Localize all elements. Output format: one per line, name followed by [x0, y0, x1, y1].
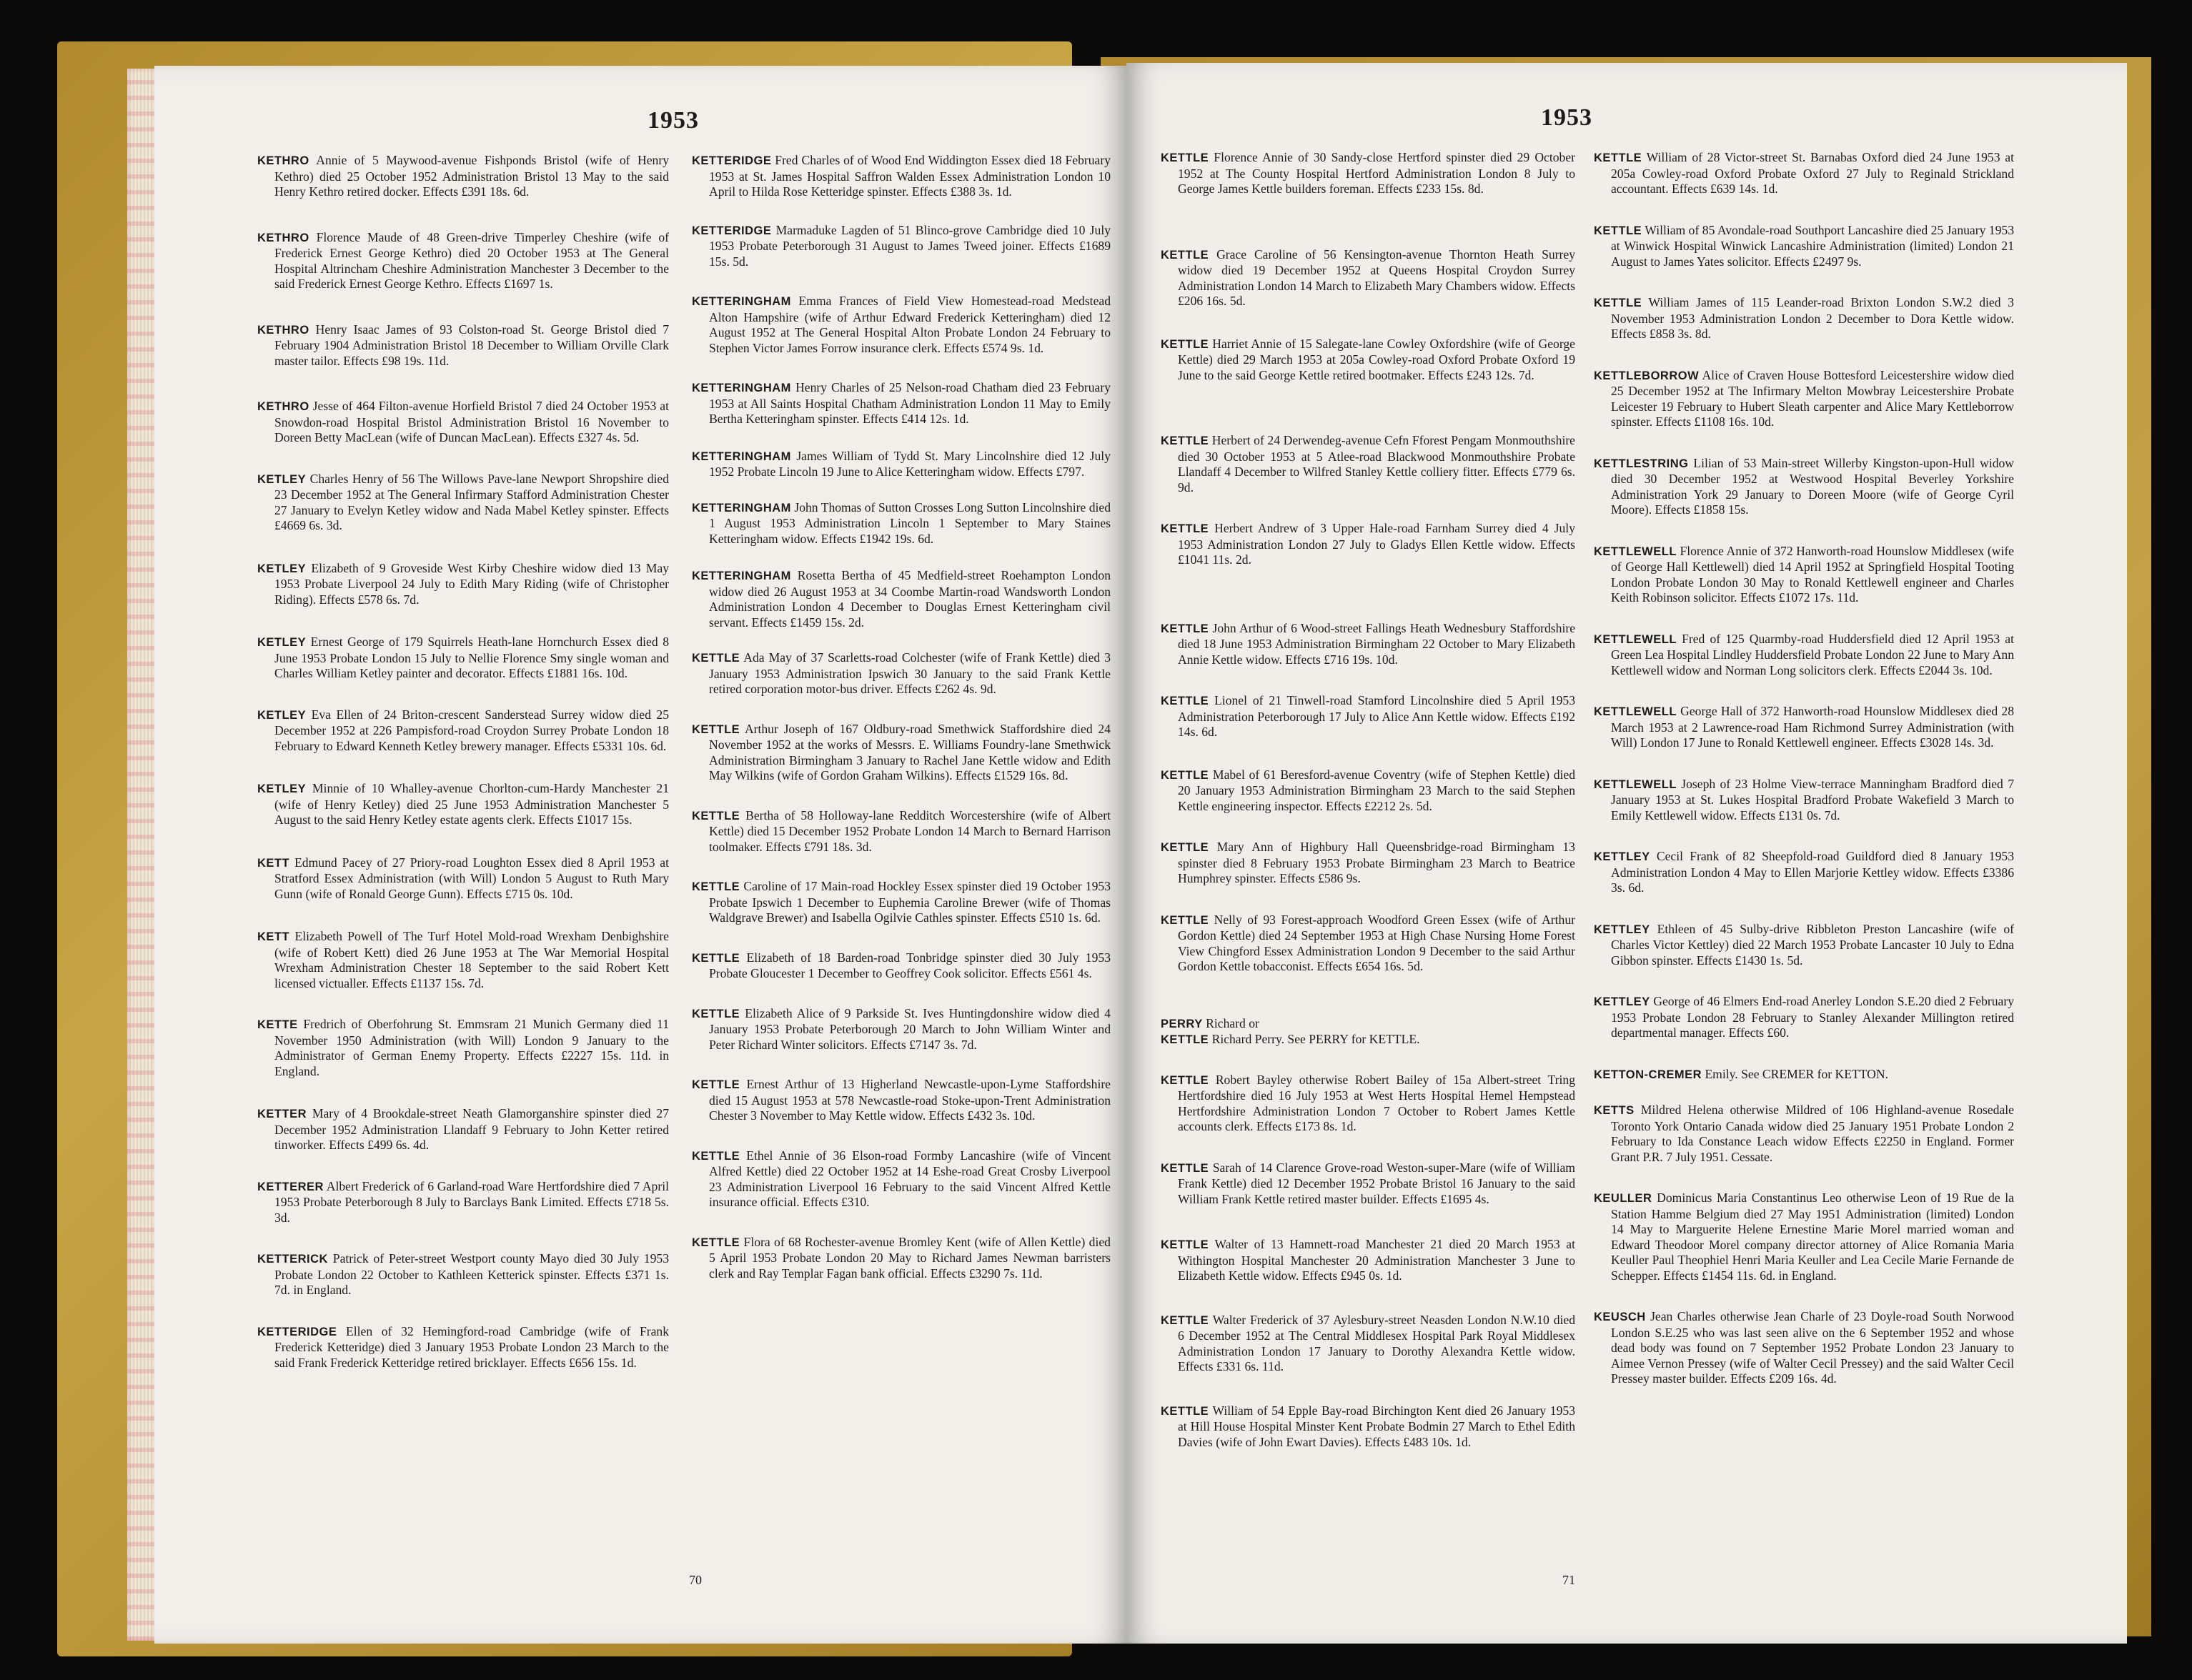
- entry-text: Harriet Annie of 15 Salegate-lane Cowley Oxfordshire (wife of George Kettle) died 29 March 1953 at 205a Cowley-road Oxford Probate Oxford 19 June to the said George Kettle retired bootmaker. Effects £243 12s. 7d.: [1178, 336, 1575, 382]
- index-entry: [257, 322, 669, 369]
- entry-text: Herbert of 24 Derwendeg-avenue Cefn Fforest Pengam Monmouthshire died 30 October 1953 at 5 Atlee-road Blackwood Monmouthshire Probate Llandaff 4 December to Wilfred Stanley Kettle colliery fitter. Effects £779 6s. 9d.: [1178, 433, 1575, 494]
- entry-text: Charles Henry of 56 The Willows Pave-lane Newport Shropshire died 23 December 1952 at The General Infirmary Stafford Administration Chester 27 January to Evelyn Ketley widow and Nada Mabel Ketley spinster. Effects £4669 6s. 3d.: [274, 471, 670, 532]
- entry-text: George Hall of 372 Hanworth-road Hounslow Middlesex died 28 March 1953 at 2 Lawrence-road Ham Richmond Surrey Administration (with Will) London 17 June to Ronald Kettlewell engineer. Effects £3028 14s. 3d.: [1611, 704, 2014, 750]
- entry-surname: KETHRO: [257, 400, 309, 413]
- entry-surname: KETTLE: [692, 809, 740, 822]
- entry-surname: KETLEY: [257, 636, 307, 649]
- index-entry: [692, 500, 1111, 547]
- entry-surname: KETTLE: [1161, 841, 1209, 854]
- entry-surname: KETTLE: [692, 1007, 740, 1020]
- index-entry: [692, 1148, 1111, 1211]
- entry-text: Herbert Andrew of 3 Upper Hale-road Farnham Surrey died 4 July 1953 Administration London 27 July to Gladys Ellen Kettle widow. Effects £1041 11s. 2d.: [1178, 521, 1575, 567]
- entry-text: John Arthur of 6 Wood-street Fallings Heath Wednesbury Staffordshire died 18 June 1953 Administration Birmingham 22 October to Mary Elizabeth Annie Kettle widow. Effects £716 19s. 10d.: [1178, 620, 1576, 667]
- entry-surname: KETTLE: [1161, 1033, 1209, 1046]
- entry-text: Fred of 125 Quarmby-road Huddersfield died 12 April 1953 at Green Lea Hospital Lindley Huddersfield Probate London 22 June to Mary Ann Kettlewell widow and Norman Long solicitors clerk. Effects £2044 3s. 10d.: [1611, 631, 2014, 677]
- entry-surname: PERRY: [1161, 1017, 1203, 1030]
- entry-surname: KETTLE: [1161, 695, 1209, 707]
- page-year: 1953: [648, 107, 699, 134]
- entry-surname: KETTLE: [692, 1149, 740, 1163]
- index-entry: [1161, 1237, 1575, 1284]
- entry-surname: KETTLE: [1594, 151, 1642, 164]
- entry-surname: KEULLER: [1594, 1192, 1652, 1205]
- entry-text: Emma Frances of Field View Homestead-road Medstead Alton Hampshire (wife of Arthur Edward Frederick Ketteringham) died 12 August 1952 at The General Hospital Alton Probate London 24 February to Stephen Victor James Forrow insurance clerk. Effects £574 9s. 1d.: [709, 294, 1111, 355]
- entry-surname: KEUSCH: [1594, 1311, 1646, 1323]
- right-column-1: [1161, 150, 1575, 1450]
- index-entry: [692, 808, 1111, 855]
- index-entry: [257, 855, 669, 903]
- entry-text: Mary Ann of Highbury Hall Queensbridge-road Birmingham 13 spinster died 8 February 1953 Probate Birmingham 23 March to Beatrice Humphrey spinster. Effects £586 9s.: [1178, 840, 1575, 885]
- index-entry: [257, 472, 669, 534]
- index-entry: [692, 950, 1111, 982]
- left-column-2: [692, 153, 1111, 1281]
- entry-surname: KETTLE: [1161, 1161, 1209, 1175]
- entry-text: Mary of 4 Brookdale-street Neath Glamorganshire spinster died 27 December 1952 Administration Llandaff 9 February to John Ketter retired tinworker. Effects £499 6s. 4d.: [274, 1106, 669, 1152]
- index-entry: [1594, 295, 2014, 342]
- entry-text: Bertha of 58 Holloway-lane Redditch Worcestershire (wife of Albert Kettle) died 15 December 1952 Probate London 14 March to Bernard Harrison toolmaker. Effects £791 18s. 3d.: [709, 807, 1111, 854]
- entry-text: Albert Frederick of 6 Garland-road Ware Hertfordshire died 7 April 1953 Probate Peterborough 8 July to Barclays Bank Limited. Effects £718 5s. 3d.: [274, 1178, 669, 1225]
- entry-text: Ada May of 37 Scarletts-road Colchester (wife of Frank Kettle) died 3 January 1953 Administration Ipswich 30 January to the said Frank Kettle retired corporation motor-bus driver. Effects £262 4s. 9d.: [709, 650, 1111, 696]
- entry-text: Ethleen of 45 Sulby-drive Ribbleton Preston Lancashire (wife of Charles Victor Kettley) died 22 March 1953 Probate Lancaster 10 July to Edna Gibbon spinster. Effects £1430 1s. 5d.: [1611, 921, 2014, 968]
- entry-surname: KETTLEY: [1594, 850, 1650, 863]
- index-entry: [692, 1077, 1111, 1124]
- entry-surname: KETTLE: [692, 951, 740, 965]
- entry-text: Marmaduke Lagden of 51 Blinco-grove Cambridge died 10 July 1953 Probate Peterborough 31 August to James Tweed joiner. Effects £1689 15s. 5d.: [709, 222, 1111, 269]
- entry-surname: KETTER: [257, 1108, 307, 1120]
- entry-surname: KETTLE: [1161, 622, 1209, 635]
- entry-text: Richard or: [1206, 1015, 1259, 1030]
- entry-text: Mabel of 61 Beresford-avenue Coventry (wife of Stephen Kettle) died 20 January 1953 Administration Birmingham 23 March to the said Stephen Kettle engineering inspector. Effects £2212 2s. 5d.: [1178, 767, 1575, 813]
- entry-surname: KETTS: [1594, 1104, 1635, 1117]
- entry-surname: KETTLE: [1161, 434, 1209, 447]
- index-entry: [257, 1017, 669, 1079]
- entry-surname: KETTLE: [1161, 913, 1209, 927]
- entry-text: Rosetta Bertha of 45 Medfield-street Roehampton London widow died 26 August 1953 at 34 Coombe Martin-road Wandsworth London Administration London 4 December to Douglas Ernest Ketteringham civil servant. Effects £1459 15s. 2d.: [709, 568, 1111, 630]
- entry-text: Edmund Pacey of 27 Priory-road Loughton Essex died 8 April 1953 at Stratford Essex Administration (with Will) London 5 August to Ruth Mary Gunn (wife of Ronald George Gunn). Effects £715 0s. 10d.: [274, 855, 670, 901]
- index-entry: [1594, 456, 2014, 518]
- index-entry: [257, 781, 669, 828]
- entry-surname: KETTERINGHAM: [692, 570, 791, 582]
- entry-surname: KETLEY: [257, 472, 307, 486]
- page-number: 70: [689, 1573, 702, 1587]
- entry-text: Sarah of 14 Clarence Grove-road Weston-super-Mare (wife of William Frank Kettle) died 12 December 1952 Probate Bristol 16 January to the said William Frank Kettle retired master builder. Effects £1695 4s.: [1178, 1160, 1575, 1206]
- index-entry: [1161, 247, 1575, 309]
- entry-text: Henry Charles of 25 Nelson-road Chatham died 23 February 1953 at All Saints Hospital Chatham Administration London 11 May to Emily Bertha Ketteringham spinster. Effects £414 12s. 1d.: [709, 380, 1111, 426]
- entry-surname: KETTLEWELL: [1594, 632, 1677, 646]
- entry-text: Fred Charles of of Wood End Widdington Essex died 18 February 1953 at St. James Hospital Saffron Walden Essex Administration London 10 April to Hilda Rose Ketteridge spinster. Effects £388 3s. 1d.: [709, 153, 1111, 199]
- entry-text: Fredrich of Oberfohrung St. Emmsram 21 Munich Germany died 11 November 1950 Administration (with Will) London 9 January to the Administrator of German Enemy Property. Effects £2227 15s. 11d. in England.: [274, 1017, 669, 1078]
- entry-text: William James of 115 Leander-road Brixton London S.W.2 died 3 November 1953 Administration London 2 December to Dora Kettle widow. Effects £858 3s. 8d.: [1611, 295, 2014, 341]
- index-entry: [1161, 337, 1575, 384]
- entry-surname: KETTLEWELL: [1594, 705, 1677, 718]
- entry-text: Arthur Joseph of 167 Oldbury-road Smethwick Staffordshire died 24 November 1952 at the works of Messrs. E. Williams Foundry-lane Smethwick Administration Birmingham 3 January to Rachel Jane Kettle widow and Edith May Wilkins (wife of Gordon Graham Wilkins). Effects £1529 16s. 8d.: [709, 721, 1111, 782]
- entry-text: Dominicus Maria Constantinus Leo otherwise Leon of 19 Rue de la Station Hamme Belgium died 27 May 1951 Administration (limited) London 14 May to Marguerite Helene Ernestine Marie Morel married woman and Edward Theodoor Morel company director attorney of Alice Romania Maria Keuller Paul Theophiel Henri Maria Keuller and Lea Cecile Marie Fernande de Schepper. Effects £1454 11s. 6d. in England.: [1611, 1191, 2014, 1283]
- entry-surname: KETTLE: [1161, 337, 1209, 351]
- entry-text: Annie of 5 Maywood-avenue Fishponds Bristol (wife of Henry Kethro) died 25 October 1952 Administration Bristol 13 May to the said Henry Kethro retired docker. Effects £391 18s. 6d.: [274, 153, 670, 199]
- entry-surname: KETTLEY: [1594, 995, 1650, 1008]
- page-number: 71: [1562, 1573, 1575, 1587]
- entry-surname: KETTLE: [1161, 1238, 1209, 1251]
- entry-surname: KETTON-CREMER: [1594, 1068, 1702, 1081]
- entry-text: Jean Charles otherwise Jean Charle of 23 Doyle-road South Norwood London S.E.25 who was last seen alive on the 6 September 1952 and whose dead body was found on 7 September 1952 Probate London 23 January to Aimee Vernon Pressey (wife of Walter Cecil Pressey) and the said Walter Cecil Pressey master builder. Effects £209 16s. 4d.: [1611, 1309, 2014, 1386]
- entry-surname: KETTERINGHAM: [692, 501, 791, 515]
- index-entry: [257, 561, 669, 608]
- entry-surname: KETHRO: [257, 154, 309, 167]
- entry-text: Lionel of 21 Tinwell-road Stamford Lincolnshire died 5 April 1953 Administration Peterborough 17 July to Alice Ann Kettle widow. Effects £192 14s. 6d.: [1178, 693, 1575, 739]
- entry-text: Henry Isaac James of 93 Colston-road St. George Bristol died 7 February 1904 Administration Bristol 18 December to William Orville Clark master tailor. Effects £98 19s. 11d.: [274, 322, 669, 368]
- entry-text: Grace Caroline of 56 Kensington-avenue Thornton Heath Surrey widow died 19 December 1952 at Queens Hospital Croydon Surrey Administration London 14 March to Elizabeth Mary Chambers widow. Effects £206 16s. 5d.: [1178, 247, 1575, 308]
- entry-surname: KETTLEY: [1594, 923, 1650, 936]
- entry-text: George of 46 Elmers End-road Anerley London S.E.20 died 2 February 1953 Probate London 28 February to Stanley Alexander Millington retired departmental manager. Effects £60.: [1611, 994, 2015, 1040]
- index-entry: [257, 1179, 669, 1226]
- index-entry: [257, 929, 669, 991]
- entry-text: Walter of 13 Hamnett-road Manchester 21 died 20 March 1953 at Withington Hospital Manchester 20 Administration Manchester 3 June to Elizabeth Kettle widow. Effects £945 0s. 1d.: [1178, 1237, 1575, 1283]
- entry-text: Elizabeth Alice of 9 Parkside St. Ives Huntingdonshire widow died 4 January 1953 Probate Peterborough 20 March to John William Winter and Peter Richard Winter solicitors. Effects £7147 3s. 7d.: [709, 1005, 1111, 1052]
- entry-surname: KETTLE: [1161, 1073, 1209, 1087]
- entry-surname: KETLEY: [257, 708, 307, 722]
- index-entry: [257, 1251, 669, 1298]
- index-entry: [1594, 223, 2014, 270]
- entry-surname: KETTLEBORROW: [1594, 369, 1700, 382]
- entry-text: Ethel Annie of 36 Elson-road Formby Lancashire (wife of Vincent Alfred Kettle) died 22 October 1952 at 14 Eshe-road Great Crosby Liverpool 23 Administration Liverpool 16 February to the said Vincent Alfred Kettle insurance official. Effects £310.: [709, 1148, 1111, 1209]
- index-entry: [1161, 693, 1575, 740]
- page-edges: [127, 69, 156, 1641]
- index-entry: [1161, 1032, 1575, 1048]
- entry-text: Ellen of 32 Hemingford-road Cambridge (wife of Frank Frederick Ketteridge) died 3 January 1953 Probate London 23 March to the said Frank Frederick Ketteridge retired bricklayer. Effects £656 15s. 1d.: [274, 1323, 670, 1370]
- entry-surname: KETTLE: [692, 652, 740, 665]
- page-year: 1953: [1541, 104, 1592, 131]
- index-entry: [692, 223, 1111, 270]
- entry-text: Joseph of 23 Holme View-terrace Manningham Bradford died 7 January 1953 at St. Lukes Hospital Bradford Probate Wakefield 3 March to Emily Kettlewell widow. Effects £131 0s. 7d.: [1611, 776, 2014, 822]
- entry-surname: KETTLE: [1161, 522, 1209, 535]
- entry-surname: KETTLE: [1161, 1404, 1209, 1418]
- index-entry: [257, 153, 669, 200]
- index-entry: [1594, 849, 2014, 896]
- entry-text: Walter Frederick of 37 Aylesbury-street Neasden London N.W.10 died 6 December 1952 at The Central Middlesex Hospital Park Royal Middlesex Administration London 17 January to Dorothy Alexandra Kettle widow. Effects £331 6s. 11d.: [1178, 1312, 1575, 1373]
- index-entry: [1161, 1403, 1575, 1451]
- index-entry: [692, 153, 1111, 200]
- entry-surname: KETTERIDGE: [692, 154, 772, 167]
- index-entry: [1161, 1016, 1575, 1033]
- entry-surname: KETTLE: [1161, 151, 1209, 164]
- entry-text: Elizabeth of 9 Groveside West Kirby Cheshire widow died 13 May 1953 Probate Liverpool 24 July to Edith Mary Riding (wife of Christopher Riding). Effects £578 6s. 7d.: [274, 560, 669, 607]
- entry-text: Eva Ellen of 24 Briton-crescent Sanderstead Surrey widow died 25 December 1952 at 226 Pampisford-road Croydon Surrey Probate London 18 February to Edward Kenneth Ketley brewery manager. Effects £5331 10s. 6d.: [274, 707, 669, 753]
- entry-text: Elizabeth of 18 Barden-road Tonbridge spinster died 30 July 1953 Probate Gloucester 1 December to Geoffrey Cook solicitor. Effects £561 4s.: [709, 950, 1111, 980]
- entry-surname: KETTERINGHAM: [692, 382, 791, 394]
- entry-surname: KETTERINGHAM: [692, 449, 791, 463]
- index-entry: [1161, 1160, 1575, 1208]
- entry-text: Jesse of 464 Filton-avenue Horfield Bristol 7 died 24 October 1953 at Snowdon-road Hospital Bristol Administration Bristol 16 November to Doreen Betty MacLean (wife of Duncan MacLean). Effects £327 4s. 5d.: [274, 399, 669, 444]
- index-entry: [692, 650, 1111, 697]
- index-entry: [1161, 913, 1575, 975]
- entry-surname: KETTLE: [692, 880, 740, 893]
- entry-text: Minnie of 10 Whalley-avenue Chorlton-cum-Hardy Manchester 21 (wife of Henry Ketley) died 25 June 1953 Administration Manchester 5 August to the said Henry Ketley estate agents clerk. Effects £1017 15s.: [274, 781, 669, 827]
- index-entry: [692, 1235, 1111, 1282]
- index-entry: [257, 635, 669, 682]
- index-entry: [1161, 150, 1575, 197]
- index-entry: [1161, 433, 1575, 495]
- index-entry: [1594, 544, 2014, 606]
- index-entry: [1161, 1313, 1575, 1375]
- entry-surname: KETTLE: [1161, 1313, 1209, 1327]
- index-entry: [692, 879, 1111, 926]
- entry-text: Florence Maude of 48 Green-drive Timperley Cheshire (wife of Frederick Ernest George Kethro) died 20 October 1953 at The General Hospital Altrincham Cheshire Administration Manchester 3 December to the said Frederick Ernest George Kethro. Effects £1697 1s.: [274, 229, 669, 291]
- index-entry: [257, 1106, 669, 1153]
- index-entry: [1594, 704, 2014, 751]
- entry-surname: KETLEY: [257, 562, 307, 575]
- entry-text: Ernest George of 179 Squirrels Heath-lane Hornchurch Essex died 8 June 1953 Probate London 15 July to Nellie Florence Smy single woman and Charles William Ketley painter and decorator. Effects £1881 16s. 10d.: [274, 635, 669, 680]
- entry-surname: KETTERINGHAM: [692, 295, 791, 308]
- entry-text: William of 85 Avondale-road Southport Lancashire died 25 January 1953 at Winwick Hospital Winwick Lancashire Administration (limited) London 21 August to James Yates solicitor. Effects £2497 9s.: [1611, 222, 2014, 269]
- index-entry: [1594, 1103, 2014, 1165]
- left-page: [154, 66, 1126, 1644]
- index-entry: [1594, 632, 2014, 679]
- entry-surname: KETTLE: [692, 1078, 740, 1091]
- entry-surname: KETHRO: [257, 231, 309, 244]
- entry-surname: KETTLE: [1161, 248, 1209, 262]
- entry-text: Lilian of 53 Main-street Willerby Kingston-upon-Hull widow died 30 December 1952 at Westwood Hospital Beverley Yorkshire Administration York 29 January to Doreen Moore (wife of George Cyril Moore). Effects £1858 15s.: [1611, 455, 2015, 517]
- index-entry: [257, 230, 669, 292]
- index-entry: [692, 722, 1111, 784]
- entry-surname: KETTLE: [1161, 768, 1209, 782]
- index-entry: [1594, 994, 2014, 1041]
- entry-text: Nelly of 93 Forest-approach Woodford Green Essex (wife of Arthur Gordon Kettle) died 24 September 1953 at High Chase Nursing Home Forest View Chingford Essex Administration London 9 December to the said Arthur Gordon Kettle tobacconist. Effects £654 16s. 5d.: [1178, 912, 1575, 973]
- index-entry: [1594, 922, 2014, 969]
- index-entry: [1161, 521, 1575, 568]
- index-entry: [692, 294, 1111, 356]
- index-entry: [1594, 1067, 2014, 1083]
- entry-surname: KETTLEWELL: [1594, 545, 1677, 558]
- index-entry: [257, 707, 669, 755]
- right-page: [1126, 63, 2127, 1644]
- entry-surname: KETTERIDGE: [692, 224, 772, 237]
- index-entry: [1161, 840, 1575, 887]
- entry-surname: KETTLEWELL: [1594, 777, 1677, 791]
- index-entry: [1594, 1309, 2014, 1387]
- index-entry: [692, 568, 1111, 630]
- entry-surname: KETTLE: [1594, 297, 1642, 309]
- entry-text: Patrick of Peter-street Westport county Mayo died 30 July 1953 Probate London 22 October to Kathleen Ketterick spinster. Effects £371 1s. 7d. in England.: [274, 1251, 669, 1297]
- index-entry: [1161, 1073, 1575, 1135]
- entry-surname: KETTERIDGE: [257, 1325, 337, 1338]
- entry-text: Mildred Helena otherwise Mildred of 106 Highland-avenue Rosedale Toronto York Ontario Canada widow died 25 January 1951 Probate London 2 February to Ida Constance Leach widow Effects £2250 in England. Former Grant P.R. 7 July 1951. Cessate.: [1611, 1103, 2014, 1164]
- entry-surname: KETHRO: [257, 323, 309, 337]
- entry-text: Emily. See CREMER for KETTON.: [1705, 1066, 1888, 1081]
- index-entry: [257, 399, 669, 446]
- entry-surname: KETTLE: [1594, 224, 1642, 237]
- index-entry: [1161, 621, 1575, 668]
- index-entry: [692, 380, 1111, 427]
- left-column-1: [257, 153, 669, 1371]
- index-entry: [1594, 150, 2014, 197]
- entry-surname: KETT: [257, 930, 290, 943]
- index-entry: [692, 1006, 1111, 1053]
- index-entry: [692, 449, 1111, 480]
- entry-text: Florence Annie of 30 Sandy-close Hertford spinster died 29 October 1952 at The County Hospital Hertford Administration London 8 July to George James Kettle builders foreman. Effects £233 15s. 8d.: [1178, 150, 1575, 196]
- entry-text: William of 28 Victor-street St. Barnabas Oxford died 24 June 1953 at 205a Cowley-road Oxford Probate Oxford 27 July to Reginald Strickland accountant. Effects £639 14s. 1d.: [1611, 150, 2014, 196]
- entry-text: Ernest Arthur of 13 Higherland Newcastle-upon-Lyme Staffordshire died 15 August 1953 at 578 Newcastle-road Stoke-upon-Trent Administration Chester 3 November to May Kettle widow. Effects £432 3s. 10d.: [709, 1077, 1111, 1123]
- entry-surname: KETT: [257, 856, 290, 870]
- entry-surname: KETTLE: [692, 722, 740, 736]
- right-column-2: [1594, 150, 2014, 1387]
- entry-text: Alice of Craven House Bottesford Leicestershire widow died 25 December 1952 at The Infirmary Melton Mowbray Leicestershire Probate Leicester 19 February to Hubert Sleath carpenter and Alice Mary Kettleborrow spinster. Effects £1108 16s. 10d.: [1611, 367, 2014, 429]
- index-entry: [1594, 368, 2014, 430]
- index-entry: [1594, 1191, 2014, 1283]
- entry-text: Caroline of 17 Main-road Hockley Essex spinster died 19 October 1953 Probate Ipswich 1 December to Euphemia Caroline Brewer (wife of Thomas Waldgrave Brewer) and Isabella Ogilvie Cathles spinster. Effects £510 1s. 6d.: [709, 879, 1111, 925]
- entry-surname: KETTERICK: [257, 1253, 328, 1266]
- entry-text: Elizabeth Powell of The Turf Hotel Mold-road Wrexham Denbighshire (wife of Robert Kett) died 26 June 1953 at The War Memorial Hospital Wrexham Administration Chester 18 September to the said Robert Kett licensed victualler. Effects £1137 15s. 7d.: [274, 929, 669, 990]
- entry-surname: KETTLESTRING: [1594, 457, 1689, 470]
- entry-text: Flora of 68 Rochester-avenue Bromley Kent (wife of Allen Kettle) died 5 April 1953 Probate London 20 May to Richard James Newman barristers clerk and Ray Templar Fagan bank official. Effects £3290 7s. 11d.: [709, 1234, 1111, 1281]
- entry-text: Cecil Frank of 82 Sheepfold-road Guildford died 8 January 1953 Administration London 4 May to Ellen Marjorie Kettley widow. Effects £3386 3s. 6d.: [1611, 849, 2014, 895]
- entry-text: Richard Perry. See PERRY for KETTLE.: [1211, 1032, 1420, 1046]
- index-entry: [1594, 777, 2014, 824]
- entry-surname: KETTERER: [257, 1180, 324, 1193]
- entry-surname: KETTLE: [692, 1236, 740, 1249]
- entry-text: Robert Bayley otherwise Robert Bailey of 15a Albert-street Tring Hertfordshire died 16 July 1953 at West Herts Hospital Hemel Hempstead Hertfordshire Administration London 7 October to Robert James Kettle accounts clerk. Effects £173 8s. 1d.: [1178, 1072, 1575, 1133]
- entry-text: John Thomas of Sutton Crosses Long Sutton Lincolnshire died 1 August 1953 Administration Lincoln 1 September to Mary Staines Ketteringham widow. Effects £1942 19s. 6d.: [709, 499, 1111, 546]
- entry-surname: KETTE: [257, 1018, 298, 1031]
- entry-text: William of 54 Epple Bay-road Birchington Kent died 26 January 1953 at Hill House Hospital Minster Kent Probate Bodmin 27 March to Ethel Edith Davies (wife of John Ewart Davies). Effects £483 10s. 1d.: [1178, 1403, 1575, 1449]
- entry-text: Florence Annie of 372 Hanworth-road Hounslow Middlesex (wife of George Hall Kettlewell) died 14 April 1952 at Springfield Hospital Tooting London Probate London 30 May to Ronald Kettlewell engineer and Charles Keith Robinson solicitor. Effects £1072 17s. 11d.: [1611, 543, 2014, 605]
- entry-surname: KETLEY: [257, 782, 307, 795]
- index-entry: [257, 1324, 669, 1371]
- entry-text: James William of Tydd St. Mary Lincolnshire died 12 July 1952 Probate Lincoln 19 June to Alice Ketteringham widow. Effects £797.: [709, 448, 1111, 479]
- index-entry: [1161, 767, 1575, 815]
